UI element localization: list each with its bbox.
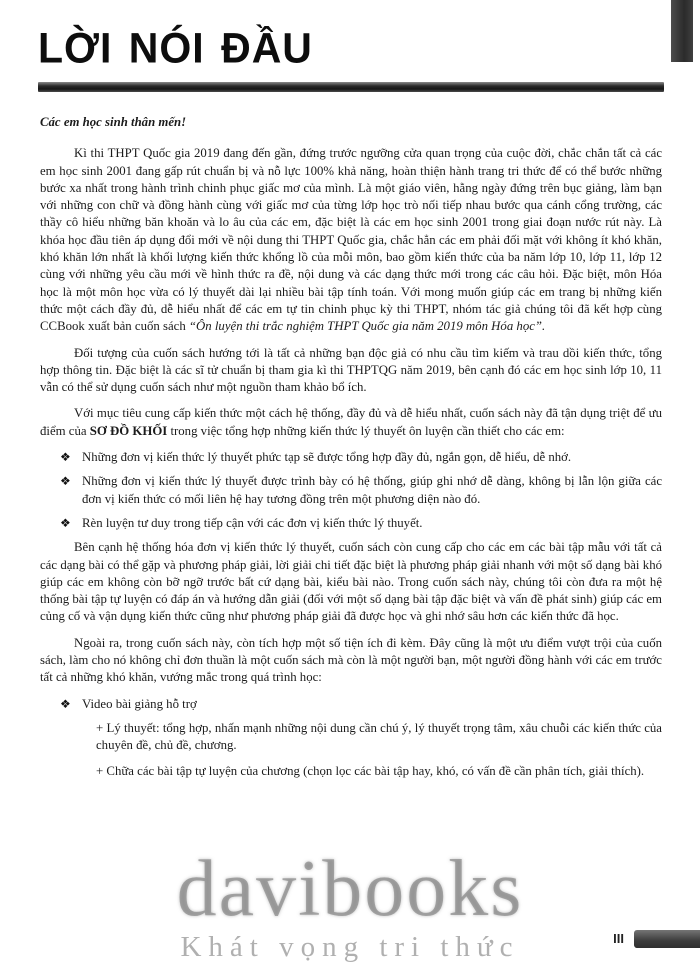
title-underline-bar	[38, 82, 664, 92]
highlight-so-do-khoi: SƠ ĐỒ KHỐI	[89, 423, 168, 438]
video-detail-item: + Lý thuyết: tổng hợp, nhấn mạnh những nội dung cần chú ý, lý thuyết trọng tâm, xâu chuỗi các kiến thức của chuyên đề, chủ đề, chương.	[96, 720, 662, 753]
feature-item	[40, 515, 662, 532]
watermark	[0, 845, 700, 964]
paragraph-utilities: Ngoài ra, trong cuốn sách này, còn tích hợp một số tiện ích đi kèm. Đây cũng là một ưu điểm vượt trội của cuốn sách, làm cho nó không chỉ đơn thuần là một cuốn sách mà còn là một người bạn, một người đồng hành với các em trước tất cả những khó khăn, vướng mắc trong quá trình học:	[40, 635, 662, 685]
paragraph-goal	[40, 405, 662, 440]
feature-item-text: Rèn luyện tư duy trong tiếp cận với các đơn vị kiến thức lý thuyết.	[82, 515, 423, 530]
feature-item-text: Những đơn vị kiến thức lý thuyết được trình bày có hệ thống, giúp ghi nhớ dễ dàng, không bị lẫn lộn giữa các đơn vị kiến thức có mối liên hệ hay tương đồng trên một phương diện nào đó.	[82, 474, 662, 506]
paragraph-goal-before: Với mục tiêu cung cấp kiến thức một cách hệ thống, đầy đủ và dễ hiểu nhất, cuốn sách này đã tận dụng triệt để ưu điểm của	[40, 406, 662, 438]
paragraph-audience: Đối tượng của cuốn sách hướng tới là tất cả những bạn độc giả có nhu cầu tìm kiếm và trau dồi kiến thức, tổng hợp thông tin. Đặc biệt là các sĩ tử chuẩn bị tham gia kì thi THPTQG năm 2019, bên cạnh đó các em học sinh lớp 10, 11 vẫn có thể sử dụng cuốn sách như một nguồn tham khảo bổ ích.	[40, 345, 662, 395]
diamond-bullet-icon: ❖	[60, 696, 71, 711]
feature-item-text: Những đơn vị kiến thức lý thuyết phức tạp sẽ được tổng hợp đầy đủ, ngắn gọn, dễ hiểu, dễ nhớ.	[82, 450, 572, 465]
feature-item	[40, 473, 662, 508]
diamond-bullet-icon: ❖	[60, 450, 71, 465]
body-text	[40, 114, 662, 788]
paragraph-goal-after: trong việc tổng hợp những kiến thức lý thuyết ôn luyện cần thiết cho các em:	[167, 423, 565, 438]
page-title: LỜI NÓI ĐẦU	[38, 24, 313, 72]
page-number: III	[613, 931, 624, 946]
footer-accent-bar	[634, 930, 700, 948]
corner-accent-bar	[671, 0, 693, 62]
diamond-bullet-icon: ❖	[60, 515, 71, 530]
paragraph-intro	[40, 145, 662, 335]
paragraph-intro-text: Kì thi THPT Quốc gia 2019 đang đến gần, đứng trước ngưỡng cửa quan trọng của cuộc đời, chắc chắn tất cả các em học sinh 2001 đang gấp rút chuẩn bị và nỗ lực 100% khả năng, hoàn thiện hành trang tri thức để có thể bước những bước xa nhất trong hành trình chinh phục giấc mơ của mình. Là một giáo viên, hằng ngày đứng trên bục giảng, làm bạn với những con chữ và đồng hành cùng với giấc mơ của từng lớp học trò nối tiếp nhau bước qua cánh cổng trường, các thầy cô hiểu những băn khoăn và lo âu của các em, đặc biệt là các em học sinh 2001 trong giai đoạn nước rút này. Là khóa học đầu tiên áp dụng đổi mới về nội dung thi THPT Quốc gia, chắc hẳn các em phải đối mặt với không ít khó khăn, khó khăn lớn nhất là khối lượng kiến thức khổng lồ của mỗi môn, bao gồm kiến thức của ba năm lớp 10, lớp 11, lớp 12 cùng với những yêu cầu mới về hình thức ra đề, nội dung và các dạng thức mới trong các câu hỏi. Đặc biệt, môn Hóa học là một môn học vừa có lý thuyết dài lại nhiều bài tập tính toán. Với mong muốn giúp các em trang bị những kiến thức một cách đầy đủ, dễ hiểu nhất để các em tự tin chinh phục kỳ thi THPT, nhóm tác giả chúng tôi đã kết hợp cùng CCBook xuất bản cuốn sách	[40, 146, 662, 334]
watermark-brand: davibooks	[176, 845, 524, 933]
paragraph-exercises: Bên cạnh hệ thống hóa đơn vị kiến thức lý thuyết, cuốn sách còn cung cấp cho các em các bài tập mẫu với tất cả các dạng bài có thể gặp và phương pháp giải, lời giải chi tiết đặc biệt là phương pháp giải nhanh với một số dạng bài khó giúp các em không còn bỡ ngỡ trước bất cứ dạng bài, kiểu bài nào. Trong cuốn sách này, chúng tôi còn đưa ra một hệ thống bài tập tự luyện có đáp án và hướng dẫn giải (đối với một số dạng bài tập đặc biệt và vấn đề phát sinh) giúp các em củng cố và vận dụng kiến thức cũng như phương pháp giải đã được học và ghi nhớ sâu hơn các kiến thức đã học.	[40, 540, 662, 624]
video-detail-item: + Chữa các bài tập tự luyện của chương (chọn lọc các bài tập hay, khó, có vấn đề cần phân tích, giải thích).	[96, 763, 645, 778]
watermark-slogan: Khát vọng tri thức	[180, 931, 520, 963]
greeting-text: Các em học sinh thân mến!	[40, 115, 187, 129]
diamond-bullet-icon: ❖	[60, 474, 71, 489]
book-title-quote: “Ôn luyện thi trắc nghiệm THPT Quốc gia năm 2019 môn Hóa học”.	[188, 319, 546, 334]
video-support-item	[40, 696, 662, 713]
video-support-title: Video bài giảng hỗ trợ	[82, 696, 197, 711]
feature-item	[40, 449, 662, 466]
